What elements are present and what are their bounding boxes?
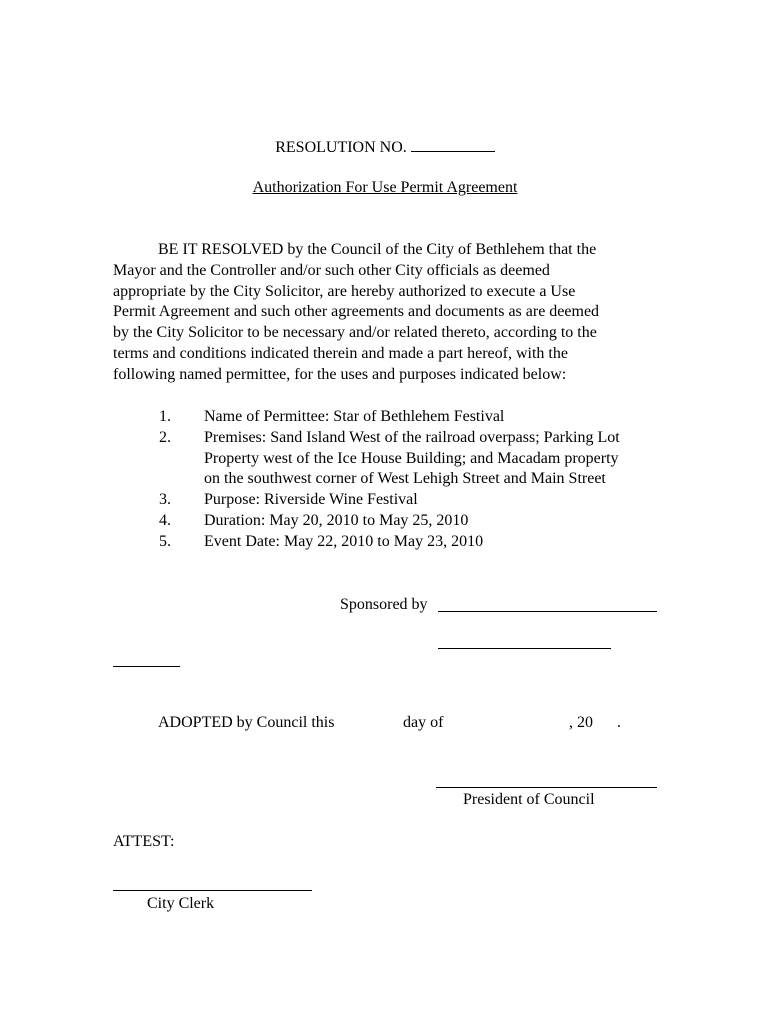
adopted-label: ADOPTED by Council this bbox=[158, 714, 335, 731]
resolution-paragraph bbox=[113, 240, 673, 386]
paragraph-line: by the City Solicitor to be necessary and/or related thereto, according to the bbox=[113, 324, 597, 342]
paragraph-line: BE IT RESOLVED by the Council of the City of Bethlehem that the bbox=[158, 241, 597, 258]
clerk-signature-line bbox=[113, 890, 312, 891]
president-of-council-label: President of Council bbox=[463, 791, 595, 808]
paragraph-line: Permit Agreement and such other agreements and documents as are deemed bbox=[113, 303, 600, 321]
resolution-number-blank bbox=[411, 137, 495, 152]
list-item-text: Name of Permittee: Star of Bethlehem Festival bbox=[204, 408, 505, 425]
president-signature-line bbox=[436, 787, 657, 788]
paragraph-line: appropriate by the City Solicitor, are hereby authorized to execute a Use bbox=[113, 282, 576, 300]
sponsor-signature-line bbox=[438, 611, 657, 612]
attest-label: ATTEST: bbox=[113, 833, 175, 850]
list-item-number: 3. bbox=[159, 491, 171, 509]
paragraph-line: following named permittee, for the uses and purposes indicated below: bbox=[113, 365, 567, 383]
list-item-text: Property west of the Ice House Building; and Macadam property bbox=[204, 449, 619, 467]
list-item-number: 1. bbox=[159, 408, 171, 425]
list-item-text: Event Date: May 22, 2010 to May 23, 2010 bbox=[204, 532, 484, 550]
paragraph-line: Mayor and the Controller and/or such other City officials as deemed bbox=[113, 261, 550, 279]
list-item bbox=[113, 511, 673, 532]
paragraph-line: terms and conditions indicated therein and made a part hereof, with the bbox=[113, 344, 568, 362]
permit-terms-list bbox=[113, 407, 673, 553]
resolution-number-heading bbox=[0, 137, 770, 159]
adopted-period: . bbox=[617, 714, 621, 731]
city-clerk-label: City Clerk bbox=[147, 895, 215, 912]
sponsored-by-label: Sponsored by bbox=[340, 596, 428, 613]
list-item bbox=[113, 490, 673, 511]
list-item bbox=[113, 532, 673, 553]
resolution-number-label: RESOLUTION NO. bbox=[275, 139, 407, 156]
list-item-text: Premises: Sand Island West of the railroad overpass; Parking Lot bbox=[204, 428, 620, 446]
day-of-label: day of bbox=[403, 714, 444, 731]
list-item-number: 2. bbox=[159, 428, 171, 446]
short-signature-line bbox=[113, 666, 180, 667]
list-item-text: Purpose: Riverside Wine Festival bbox=[204, 491, 418, 509]
list-item bbox=[113, 428, 673, 490]
list-item-number: 4. bbox=[159, 511, 171, 529]
list-item bbox=[113, 407, 673, 428]
list-item-number: 5. bbox=[159, 532, 171, 550]
sponsor-second-signature-line bbox=[438, 648, 611, 649]
list-item-text: on the southwest corner of West Lehigh Street and Main Street bbox=[204, 470, 606, 488]
document-title: Authorization For Use Permit Agreement bbox=[252, 179, 518, 196]
list-item-text: Duration: May 20, 2010 to May 25, 2010 bbox=[204, 511, 469, 529]
year-label: , 20 bbox=[569, 714, 593, 731]
